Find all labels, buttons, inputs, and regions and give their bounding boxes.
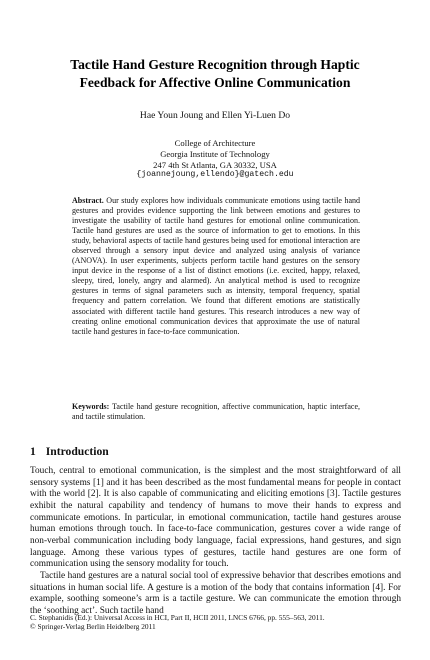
title-line-2: Feedback for Affective Online Communication <box>79 75 351 90</box>
section-heading <box>30 445 109 459</box>
introduction-body <box>30 466 401 618</box>
abstract-text: Our study explores how individuals communicate emotions using tactile hand gestures and provides evidence supporting the link between emotions and gestures to investigate the usability of tactile hand gestures for emotional online communication. Tactile hand gestures are used as the source of information to get to emotions. In this study, behavioral aspects of tactile hand gestures being used for emotional interaction are observed through a sensory input device and analyzed using analysis of variance (ANOVA). In user experiments, subjects perform tactile hand gestures on the sensory input device in the response of a list of distinct emotions (i.e. excited, happy, relaxed, sleepy, tired, lonely, angry and alarmed). An analytical method is used to recognize gestures in terms of signal parameters such as intensity, temporal frequency, spatial frequency and pattern correlation. We found that different emotions are statistically associated with different tactile hand gestures. This research introduces a new way of creating online emotional communication devices that approximate the use of natural tactile hand gestures in face-to-face communication. <box>72 196 360 336</box>
intro-paragraph-1: Touch, central to emotional communication, is the simplest and the most straightforward of all sensory systems [1] and it has been described as the most fundamental means for people in contact with the world [2]. It is also capable of communicating and eliciting emotions [3]. Tactile gestures exhibit the natural capability and tendency of humans to move their hands to express and communicate emotions. In particular, in emotional communication, tactile hand gestures arouse human emotions through touch. In face-to-face communication, gestures cover a wide range of non-verbal communication including body language, facial expressions, hand gestures, and sign language. Among these various types of gestures, tactile hand gestures are one form of communication using the sensory modality for touch. <box>30 466 401 570</box>
affiliation-dept: College of Architecture <box>174 138 256 148</box>
footer-line-2: © Springer-Verlag Berlin Heidelberg 2011 <box>30 622 156 632</box>
keywords <box>72 402 360 422</box>
abstract <box>72 196 360 337</box>
section-number: 1 <box>30 445 36 458</box>
footer-line-1: C. Stephanidis (Ed.): Universal Access in HCI, Part II, HCII 2011, LNCS 6766, pp. 555–563, 2011. <box>30 613 325 622</box>
abstract-label: Abstract. <box>72 196 104 205</box>
affiliation-institute: Georgia Institute of Technology <box>160 148 270 159</box>
title-line-1: Tactile Hand Gesture Recognition through Haptic <box>70 57 360 72</box>
affiliation-email: {joannejoung,ellendo}@gatech.edu <box>136 170 294 180</box>
affiliation <box>0 138 430 181</box>
keywords-text: Tactile hand gesture recognition, affective communication, haptic interface, and tactile stimulation. <box>72 402 361 422</box>
intro-paragraph-2: Tactile hand gestures are a natural social tool of expressive behavior that describes emotions and situations in human social life. A gesture is a motion of the body that contains information [4]. For example, soothing someone’s arm is a tactile gesture. We can communicate the emotion through the ‘soothing act’. Such tactile hand <box>30 570 401 616</box>
paper-title <box>40 56 390 92</box>
authors: Hae Youn Joung and Ellen Yi-Luen Do <box>139 110 291 121</box>
footer-citation <box>30 613 410 631</box>
section-title: Introduction <box>45 445 109 458</box>
affiliation-address: 247 4th St Atlanta, GA 30332, USA <box>153 159 277 170</box>
keywords-label: Keywords: <box>72 402 110 411</box>
